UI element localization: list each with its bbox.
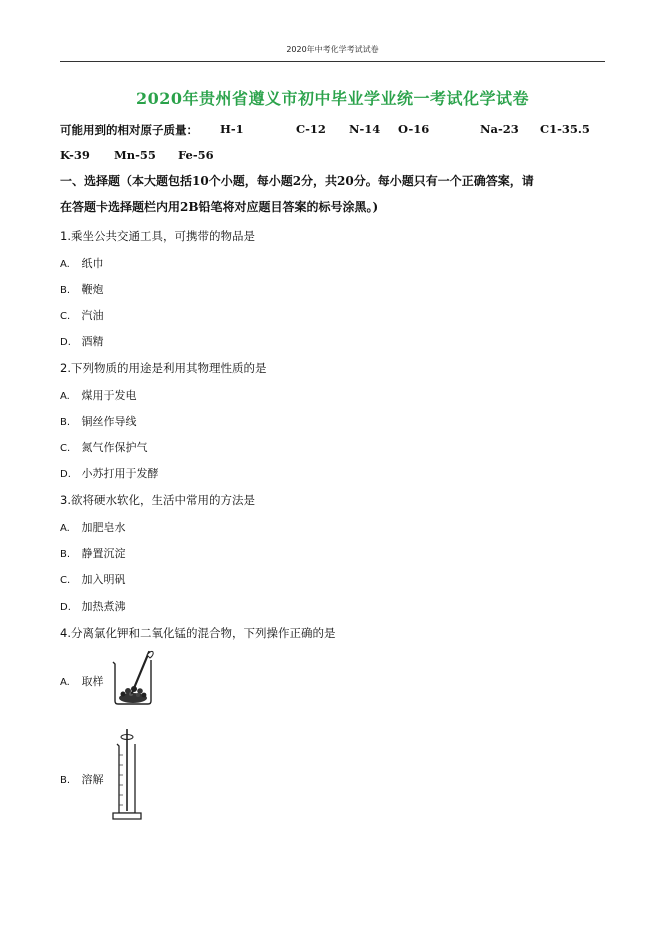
question-2-option-b	[60, 413, 137, 429]
spatula	[132, 652, 149, 693]
question-4-option-a	[60, 673, 104, 689]
atomic-mass-item: Mn-55	[114, 148, 156, 162]
measuring-cylinder-stirring-figure	[108, 727, 148, 823]
cylinder-base	[113, 813, 141, 819]
question-2-stem: 2.下列物质的用途是利用其物理性质的是	[60, 361, 267, 375]
question-1-option-d	[60, 333, 104, 349]
option-label: A.	[60, 391, 70, 402]
option-label: A.	[60, 259, 70, 270]
question-2-option-c	[60, 439, 148, 455]
section-instructions	[60, 168, 610, 220]
option-label: B.	[60, 549, 71, 560]
option-label: D.	[60, 469, 71, 480]
option-text: 鞭炮	[81, 283, 104, 296]
atomic-mass-item: Na-23	[480, 122, 519, 136]
question-3-option-d	[60, 598, 126, 614]
option-label: C.	[60, 575, 71, 586]
option-text: 汽油	[81, 309, 104, 322]
header-divider	[60, 61, 605, 62]
atomic-mass-item: N-14	[349, 122, 381, 136]
option-text: 加入明矾	[81, 573, 126, 586]
option-label: A.	[60, 677, 70, 688]
beaker-sampling-figure	[110, 648, 156, 706]
atomic-mass-item: C1-35.5	[540, 122, 590, 136]
option-label: B.	[60, 417, 71, 428]
question-1-option-c	[60, 307, 104, 323]
option-text: 氮气作保护气	[81, 441, 148, 454]
question-3-stem: 3.欲将硬水软化，生活中常用的方法是	[60, 493, 255, 507]
option-text: 加肥皂水	[81, 521, 126, 534]
section-line-1: 一、选择题（本大题包括10个小题，每小题2分，共20分。每小题只有一个正确答案，请	[60, 174, 534, 188]
atomic-mass-item: Fe-56	[178, 148, 214, 162]
question-2-option-a	[60, 387, 137, 403]
question-1-option-b	[60, 281, 104, 297]
option-text: 溶解	[81, 773, 104, 786]
option-text: 酒精	[81, 335, 104, 348]
option-text: 小苏打用于发酵	[81, 467, 159, 480]
option-label: D.	[60, 337, 71, 348]
option-text: 静置沉淀	[81, 547, 126, 560]
atomic-mass-label: 可能用到的相对原子质量：	[60, 123, 198, 137]
atomic-mass-item: H-1	[220, 122, 244, 136]
option-label: C.	[60, 443, 71, 454]
atomic-mass-item: K-39	[60, 148, 90, 162]
exam-title: 2020年贵州省遵义市初中毕业学业统一考试化学试卷	[135, 89, 530, 108]
question-4-option-b	[60, 771, 104, 787]
option-text: 加热煮沸	[81, 600, 126, 613]
question-3-option-c	[60, 571, 126, 587]
option-label: B.	[60, 775, 71, 786]
option-label: D.	[60, 602, 71, 613]
option-label: A.	[60, 523, 70, 534]
question-2-option-d	[60, 465, 159, 481]
option-text: 煤用于发电	[81, 389, 137, 402]
option-label: B.	[60, 285, 71, 296]
atomic-mass-item: C-12	[296, 122, 326, 136]
option-text: 取样	[81, 675, 104, 688]
question-4-stem: 4.分离氯化钾和二氧化锰的混合物，下列操作正确的是	[60, 626, 336, 640]
option-label: C.	[60, 311, 71, 322]
section-line-2: 在答题卡选择题栏内用2B铅笔将对应题目答案的标号涂黑。)	[60, 200, 379, 214]
question-3-option-a	[60, 519, 126, 535]
atomic-mass-item: O-16	[398, 122, 430, 136]
page-header: 2020年中考化学考试试卷	[286, 45, 379, 54]
question-3-option-b	[60, 545, 126, 561]
cylinder-body	[117, 744, 135, 813]
question-1-stem: 1.乘坐公共交通工具，可携带的物品是	[60, 229, 255, 243]
option-text: 纸巾	[81, 257, 104, 270]
option-text: 铜丝作导线	[81, 415, 137, 428]
question-1-option-a	[60, 255, 104, 271]
